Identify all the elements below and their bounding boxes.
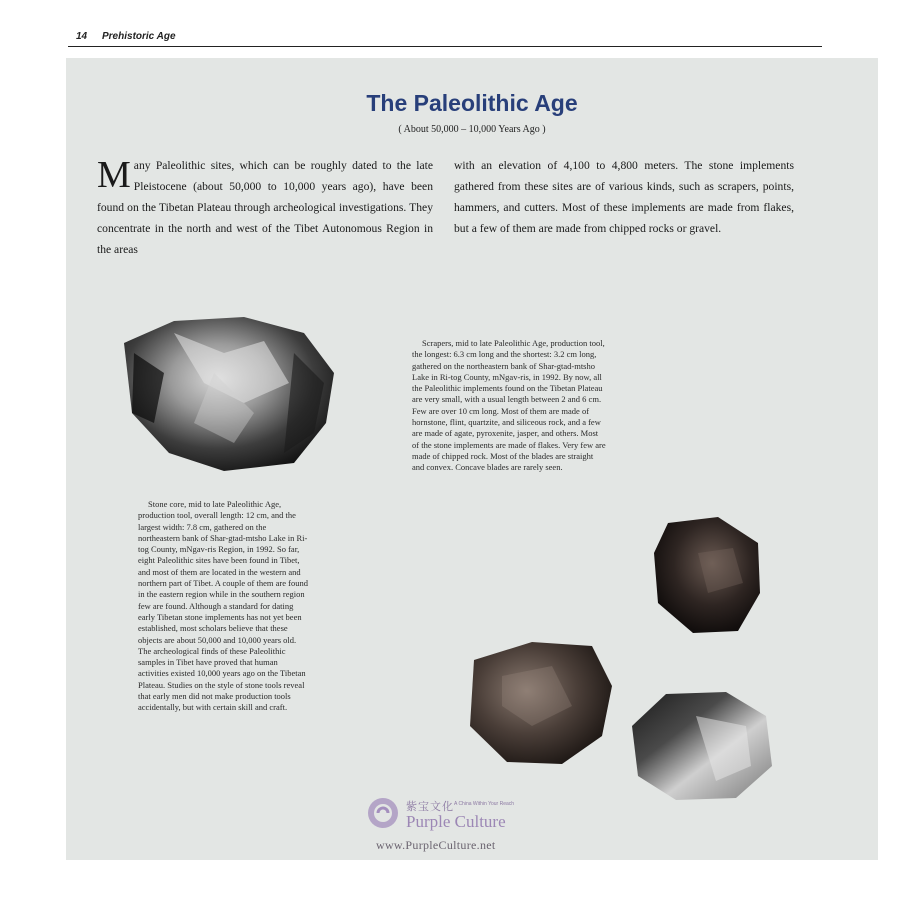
page-subtitle: ( About 50,000 – 10,000 Years Ago ) — [398, 124, 546, 135]
watermark — [366, 796, 586, 858]
watermark-tagline: A China Within Your Reach — [454, 801, 515, 807]
watermark-url: www.PurpleCulture.net — [376, 838, 496, 852]
watermark-chinese: 紫宝文化 — [406, 800, 454, 813]
scrapers-caption: Scrapers, mid to late Paleolithic Age, production tool, the longest: 6.3 cm long and the shortest: 3.2 cm long, gathered on the northeastern bank of Shar-gtad-mtsho Lake in Ri-tog County, mNgav-ris, in 1992. By now, all the Paleolithic implements found on the Tibetan Plateau are very small, with a usual length between 2 and 6 cm. Few are over 10 cm long. Most of them are made of hornstone, flint, quartzite, and siliceous rock, and a few are made of agate, pyroxenite, jasper, and others. Most of the stone implements are made of flakes. Very few are made of chipped rock. Most of the blades are straight and convex. Concave blades are rarely seen. — [412, 338, 606, 473]
purple-culture-logo-icon — [366, 796, 400, 830]
section-title: Prehistoric Age — [102, 31, 176, 42]
scraper-photo-2 — [462, 636, 616, 768]
body-column-2: with an elevation of 4,100 to 4,800 meters. The stone implements gathered from these sites are of various kinds, such as scrapers, points, hammers, and cutters. Most of these implements are made from flakes, but a few of them are made from chipped rocks or gravel. — [454, 159, 794, 235]
page-title: The Paleolithic Age — [366, 90, 578, 116]
stone-core-photo — [114, 313, 340, 473]
body-text-1: any Paleolithic sites, which can be roughly dated to the late Pleistocene (about 50,000 to 10,000 years ago), have been found on the Tibetan Plateau through archeological investigations. They concentrate in the north and west of the Tibet Autonomous Region in the areas — [97, 159, 433, 256]
running-head — [68, 28, 822, 47]
page-number: 14 — [76, 31, 88, 42]
watermark-brand: Purple Culture — [406, 812, 506, 831]
body-column-1 — [97, 155, 433, 260]
scraper-photo-1 — [648, 513, 764, 639]
content-panel — [66, 58, 878, 860]
scraper-photo-3 — [626, 686, 776, 804]
stone-core-caption: Stone core, mid to late Paleolithic Age, production tool, overall length: 12 cm, and the largest width: 7.8 cm, gathered on the northeastern bank of Shar-gtad-mtsho Lake in Ri-tog County, mNgav-ris Region, in 1992. So far, eight Paleolithic sites have been found in Tibet, and most of them are located in the western and northern part of Tibet. A couple of them are found in the eastern region while in the southern region few are found. Although a standard for dating early Tibetan stone implements has not yet been established, most scholars believe that these objects are about 50,000 and 10,000 years old. The archeological finds of these Paleolithic samples in Tibet have proved that human activities existed 10,000 years ago on the Tibetan Plateau. Studies on the style of stone tools reveal that early men did not make production tools accidentally, but with certain skill and craft. — [138, 499, 308, 713]
drop-cap: M — [97, 154, 131, 196]
